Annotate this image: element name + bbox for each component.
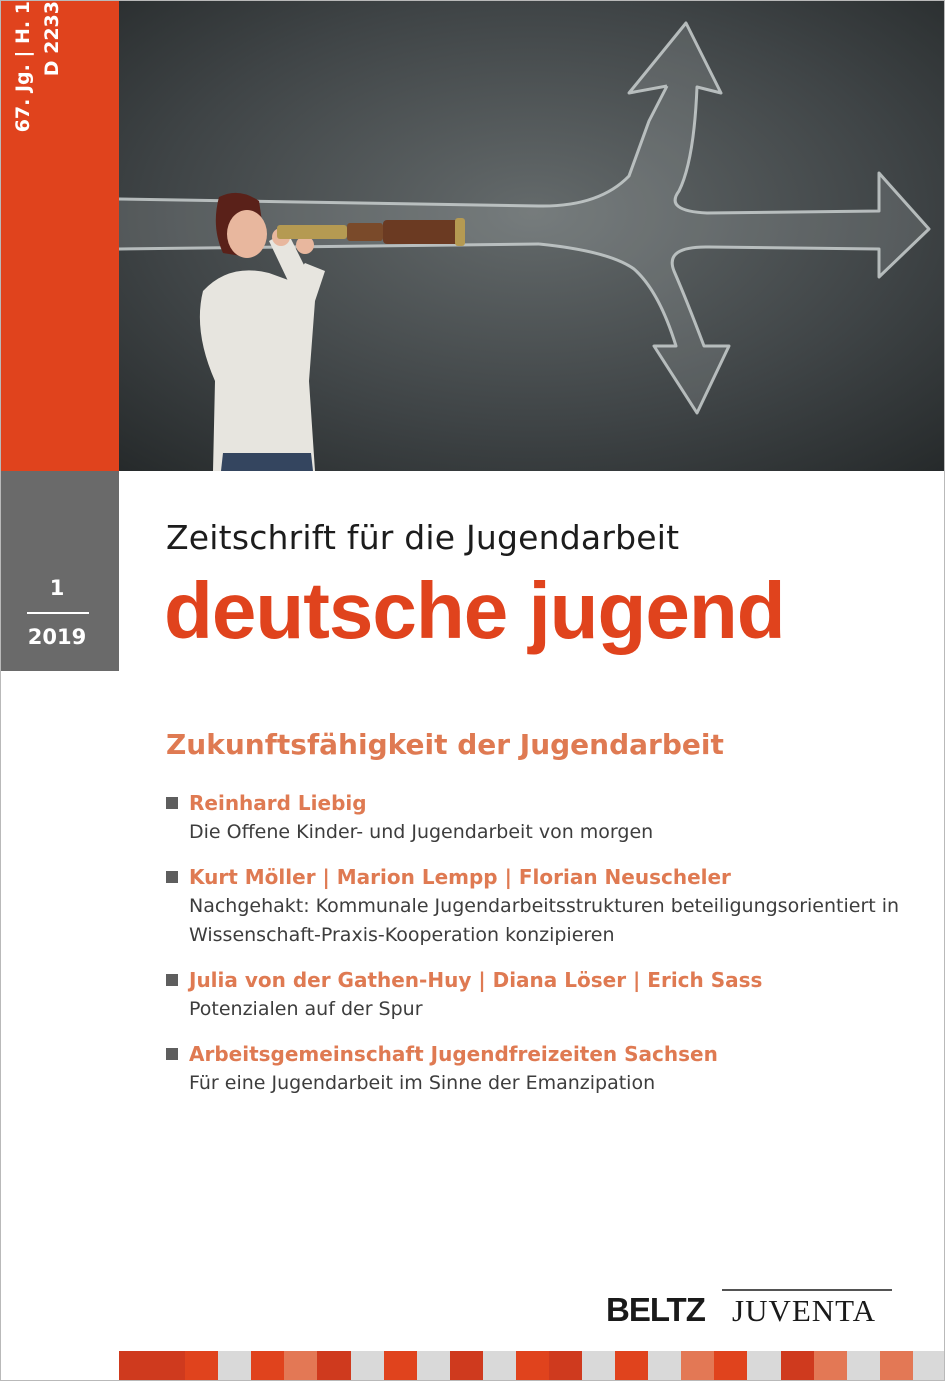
code-line: D 2233	[41, 1, 63, 77]
stripe-segment	[119, 1351, 152, 1380]
issue-divider	[27, 612, 89, 614]
toc-authors: Julia von der Gathen-Huy | Diana Löser | Erich Sass	[189, 968, 763, 992]
stripe-segment	[450, 1351, 483, 1380]
square-bullet-icon	[166, 871, 178, 883]
cover-photo	[119, 1, 945, 471]
stripe-segment	[681, 1351, 714, 1380]
stripe-segment	[251, 1351, 284, 1380]
square-bullet-icon	[166, 1048, 178, 1060]
stripe-segment	[185, 1351, 218, 1380]
table-of-contents	[166, 788, 926, 1113]
publisher-logo	[606, 1287, 892, 1327]
toc-entry	[166, 1039, 926, 1098]
stripe-segment	[814, 1351, 847, 1380]
stripe-segment	[582, 1351, 615, 1380]
stripe-segment	[384, 1351, 417, 1380]
stripe-segment	[351, 1351, 384, 1380]
issue-year: 2019	[27, 625, 87, 649]
stripe-segment	[847, 1351, 880, 1380]
stripe-segment	[549, 1351, 582, 1380]
toc-authors: Reinhard Liebig	[189, 791, 367, 815]
toc-article-title: Für eine Jugendarbeit im Sinne der Emanzipation	[189, 1072, 656, 1094]
toc-authors: Kurt Möller | Marion Lempp | Florian Neuscheler	[189, 865, 731, 889]
toc-authors: Arbeitsgemeinschaft Jugendfreizeiten Sachsen	[189, 1042, 718, 1066]
issue-number: 1	[49, 576, 65, 600]
stripe-segment	[284, 1351, 317, 1380]
stripe-segment	[417, 1351, 450, 1380]
volume-info	[9, 1, 67, 171]
stripe-segment	[648, 1351, 681, 1380]
stripe-segment	[747, 1351, 780, 1380]
side-band-orange	[1, 1, 119, 471]
stripe-segment	[615, 1351, 648, 1380]
stripe-segment	[152, 1351, 185, 1380]
publisher-name-part2: JUVENTA	[732, 1293, 877, 1327]
magazine-subtitle: Zeitschrift für die Jugendarbeit	[166, 518, 680, 557]
toc-entry	[166, 788, 926, 847]
toc-article-title: Nachgehakt: Kommunale Jugendarbeitsstrukturen beteiligungsorientiert in Wissenschaft-Praxis-Kooperation konzipieren	[189, 895, 900, 946]
square-bullet-icon	[166, 797, 178, 809]
stripe-segment	[880, 1351, 913, 1380]
color-stripe	[119, 1351, 945, 1380]
stripe-segment	[714, 1351, 747, 1380]
toc-entry	[166, 965, 926, 1024]
magazine-title: deutsche jugend	[164, 566, 785, 655]
toc-entry	[166, 862, 926, 950]
square-bullet-icon	[166, 974, 178, 986]
stripe-segment	[516, 1351, 549, 1380]
toc-article-title: Die Offene Kinder- und Jugendarbeit von morgen	[189, 821, 654, 843]
toc-article-title: Potenzialen auf der Spur	[189, 998, 423, 1020]
volume-line: 67. Jg. | H. 1	[12, 1, 34, 133]
stripe-segment	[317, 1351, 350, 1380]
stripe-segment	[913, 1351, 945, 1380]
stripe-segment	[218, 1351, 251, 1380]
stripe-segment	[483, 1351, 516, 1380]
publisher-name-part1: BELTZ	[606, 1291, 705, 1327]
issue-theme: Zukunftsfähigkeit der Jugendarbeit	[166, 728, 724, 761]
chalkboard-arrows-illustration	[119, 1, 945, 471]
stripe-segment	[781, 1351, 814, 1380]
